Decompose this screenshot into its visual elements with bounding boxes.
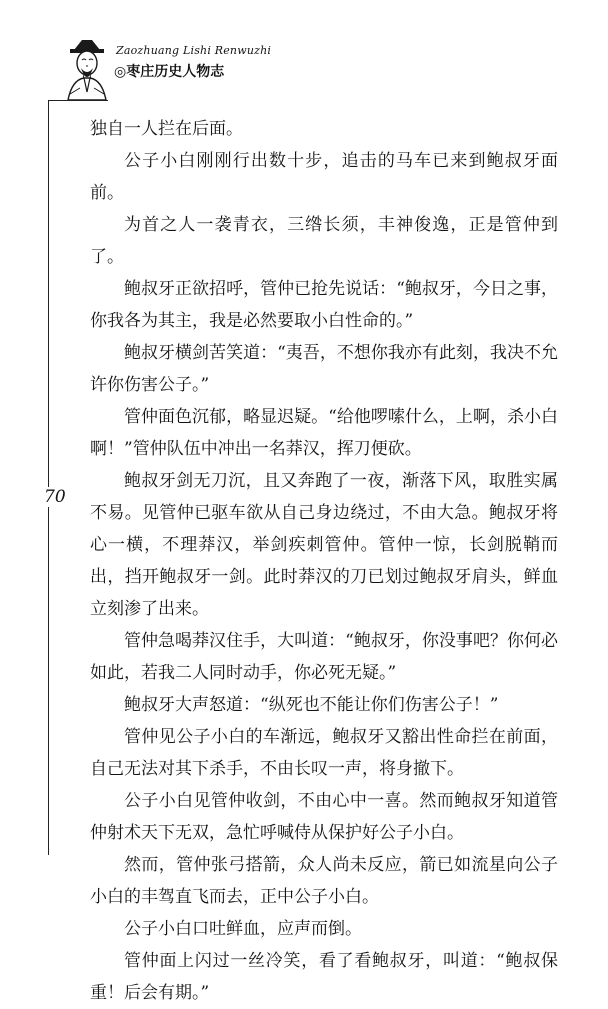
running-header [62, 36, 302, 100]
paragraph: 管仲面上闪过一丝冷笑，看了看鲍叔牙，叫道：“鲍叔保重！后会有期。” [90, 951, 558, 1003]
paragraph: 为首之人一袭青衣，三绺长须，丰神俊逸，正是管仲到了。 [90, 215, 558, 267]
paragraph: 独自一人拦在后面。 [90, 119, 243, 139]
paragraph: 鲍叔牙剑无刀沉，且又奔跑了一夜，渐落下风，取胜实属不易。见管仲已驱车欲从自己身边绕过，不由大急。鲍叔牙将心一横，不理莽汉，举剑疾刺管仲。管仲一惊，长剑脱鞘而出，挡开鲍叔牙一剑。此时莽汉的刀已划过鲍叔牙肩头，鲜血立刻渗了出来。 [90, 471, 558, 619]
paragraph: 然而，管仲张弓搭箭，众人尚未反应，箭已如流星向公子小白的丰驾直飞而去，正中公子小白。 [90, 855, 558, 907]
scholar-portrait-icon [62, 36, 112, 100]
margin-rule [48, 100, 49, 855]
paragraph: 管仲面色沉郁，略显迟疑。“给他啰嗦什么，上啊，杀小白啊！”管仲队伍中冲出一名莽汉，挥刀便砍。 [90, 407, 558, 459]
paragraph: 公子小白见管仲收剑，不由心中一喜。然而鲍叔牙知道管仲射术天下无双，急忙呼喊侍从保护好公子小白。 [90, 791, 558, 843]
paragraph: 鲍叔牙横剑苦笑道：“夷吾，不想你我亦有此刻，我决不允许你伤害公子。” [90, 343, 558, 395]
paragraph: 鲍叔牙正欲招呼，管仲已抢先说话：“鲍叔牙，今日之事，你我各为其主，我是必然要取小白性命的。” [90, 279, 558, 331]
page-number: 70 [44, 487, 66, 507]
paragraph: 公子小白口吐鲜血，应声而倒。 [124, 919, 362, 939]
paragraph: 鲍叔牙大声怒道：“纵死也不能让你们伤害公子！” [124, 695, 499, 715]
paragraph: 管仲见公子小白的车渐远，鲍叔牙又豁出性命拦在前面，自己无法对其下杀手，不由长叹一声，将身撤下。 [90, 727, 558, 779]
series-title-latin: Zaozhuang Lishi Renwuzhi [116, 44, 272, 57]
body-text [90, 113, 558, 1009]
paragraph: 管仲急喝莽汉住手，大叫道：“鲍叔牙，你没事吧？你何必如此，若我二人同时动手，你必死无疑。” [90, 631, 558, 683]
series-title-chinese: ◎枣庄历史人物志 [114, 64, 225, 80]
paragraph: 公子小白刚刚行出数十步，追击的马车已来到鲍叔牙面前。 [90, 151, 558, 203]
header-rule [48, 100, 108, 101]
